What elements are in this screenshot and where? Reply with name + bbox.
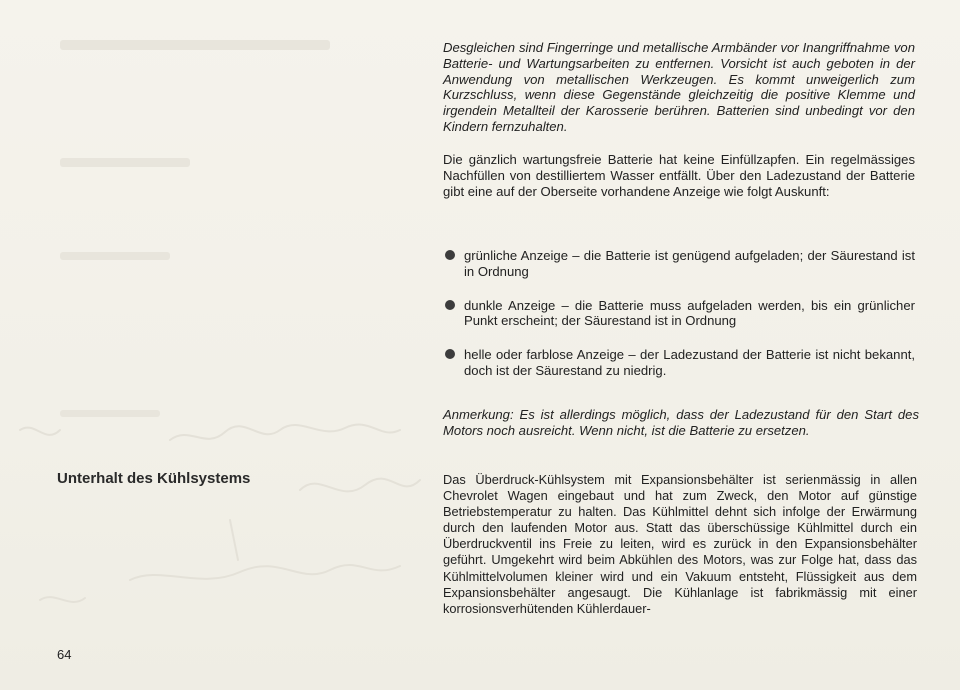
page-number: 64 — [57, 647, 72, 662]
list-item — [443, 347, 915, 379]
list-item — [443, 248, 915, 280]
list-item-text: helle oder farblose Anzeige – der Ladezustand der Batterie ist nicht bekannt, doch ist der Säurestand zu niedrig. — [464, 347, 915, 378]
cooling-system-paragraph: Das Überdruck-Kühlsystem mit Expansionsbehälter ist serienmässig in allen Chevrolet Wagen eingebaut und hat zum Zweck, den Motor auf günstige Betriebstemperatur zu halten. Das Kühlmittel dehnt sich infolge der Erwärmung durch den laufenden Motor aus. Statt das überschüssige Kühlmittel durch ein Überdruckventil ins Freie zu leiten, wird es zurück in den Expansionsbehälter geführt. Umgekehrt wird beim Abkühlen des Motors, was zur Folge hat, dass das Kühlmittelvolumen kleiner wird und ein Vakuum entsteht, Flüssigkeit aus dem Expansionsbehälter angesaugt. Die Kühlanlage ist fabrikmässig mit einer korrosionsverhütenden Kühlerdauer- — [443, 472, 917, 616]
safety-paragraph: Desgleichen sind Fingerringe und metallische Armbänder vor Inangriffnahme von Batterie- und Wartungsarbeiten zu entfernen. Vorsicht ist auch geboten in der Anwendung von metallischen Werkzeugen. Es kommt unweigerlich zum Kurzschluss, wenn diese Gegenstände gleichzeitig die positive Klemme und irgendein Metallteil der Karosserie berühren. Batterien sind unbedingt vor den Kindern fernzuhalten. — [443, 40, 915, 134]
note-paragraph: Anmerkung: Es ist allerdings möglich, dass der Ladezustand für den Start des Motors noch ausreicht. Wenn nicht, ist die Batterie zu ersetzen. — [443, 407, 919, 438]
list-item-text: dunkle Anzeige – die Batterie muss aufgeladen werden, bis ein grünlicher Punkt erscheint; der Säurestand ist in Ordnung — [464, 297, 915, 329]
list-item-text: grünliche Anzeige – die Batterie ist genügend aufgeladen; der Säurestand ist in Ordnung — [464, 248, 915, 279]
bullet-icon — [445, 300, 455, 310]
bullet-icon — [445, 349, 455, 359]
list-item — [443, 298, 915, 330]
bullet-icon — [445, 250, 455, 260]
battery-intro-paragraph: Die gänzlich wartungsfreie Batterie hat keine Einfüllzapfen. Ein regelmässiges Nachfüllen von destilliertem Wasser entfällt. Über den Ladezustand der Batterie gibt eine auf der Oberseite vorhandene Anzeige wie folgt Auskunft: — [443, 152, 915, 199]
section-heading: Unterhalt des Kühlsystems — [57, 470, 251, 487]
indicator-list — [443, 248, 915, 397]
